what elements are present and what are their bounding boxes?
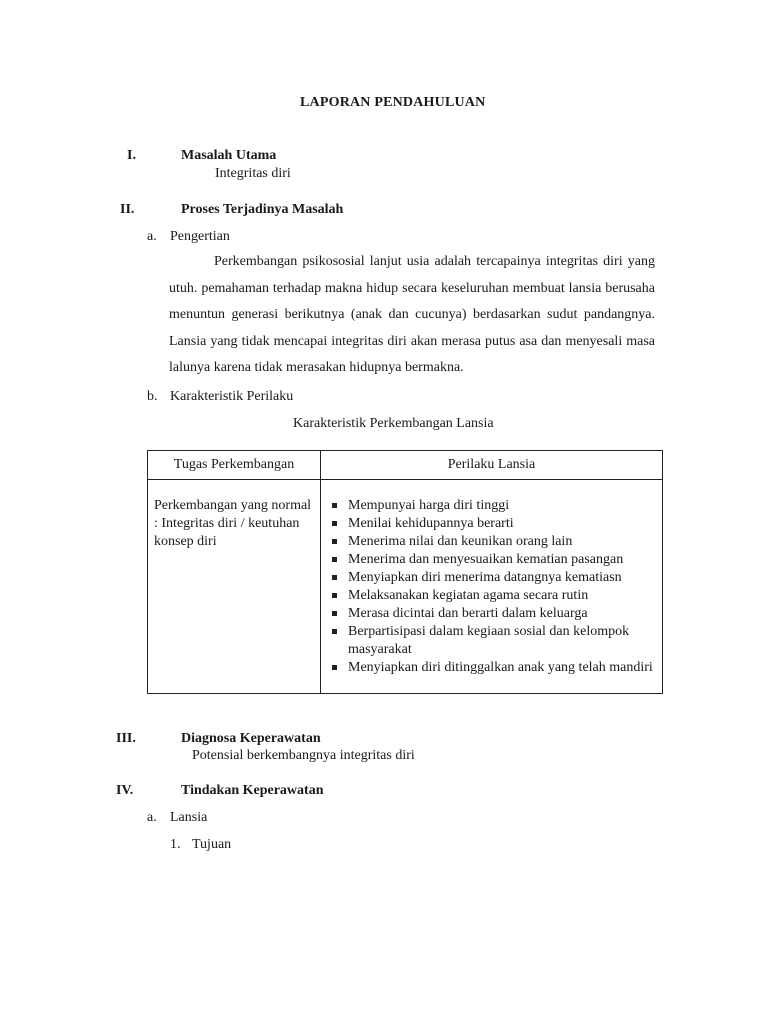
subitem-karakteristik-title: Karakteristik Perilaku [170,389,294,404]
list-item: Menilai kehidupannya berarti [327,515,656,533]
section-1-content: Integritas diri [215,166,291,181]
list-item: Menerima nilai dan keunikan orang lain [327,533,656,551]
section-4-heading: Tindakan Keperawatan [181,783,324,798]
list-item: Menyiapkan diri ditinggalkan anak yang telah mandiri [327,659,656,677]
section-1-number: I. [127,148,136,163]
subitem-a-label: a. [147,810,157,825]
section-3-heading: Diagnosa Keperawatan [181,731,321,746]
list-item: Merasa dicintai dan berarti dalam keluarga [327,605,656,623]
section-4-number: IV. [116,783,134,798]
table-caption: Karakteristik Perkembangan Lansia [293,416,494,431]
section-3-content: Potensial berkembangnya integritas diri [192,748,415,763]
section-2-number: II. [120,202,135,217]
subitem-tujuan-title: Tujuan [192,837,232,852]
subitem-1-number: 1. [170,837,181,852]
table-cell-task: Perkembangan yang normal : Integritas diri / keutuhan konsep diri [148,480,321,694]
list-item: Menerima dan menyesuaikan kematian pasangan [327,551,656,569]
table-header-behavior: Perilaku Lansia [321,451,663,480]
table-header-row [148,451,663,480]
subitem-lansia-title: Lansia [170,810,208,825]
subitem-pengertian-title: Pengertian [170,229,230,244]
table-cell-behaviors [321,480,663,694]
page-title: LAPORAN PENDAHULUAN [300,95,486,110]
list-item: Berpartisipasi dalam kegiaan sosial dan kelompok masyarakat [327,623,656,659]
section-3-number: III. [116,731,136,746]
section-2-heading: Proses Terjadinya Masalah [181,202,344,217]
behavior-list [327,497,656,677]
characteristics-table [147,450,663,694]
list-item: Menyiapkan diri menerima datangnya kematiasn [327,569,656,587]
subitem-b-label: b. [147,389,158,404]
list-item: Melaksanakan kegiatan agama secara rutin [327,587,656,605]
table-header-task: Tugas Perkembangan [148,451,321,480]
pengertian-text: Perkembangan psikososial lanjut usia adalah tercapainya integritas diri yang utuh. pemahaman terhadap makna hidup secara keseluruhan membuat lansia berusaha menuntun generasi berikutnya (anak dan cucunya) berdasarkan sudut pandangnya. Lansia yang tidak mencapai integritas diri akan merasa putus asa dan menyesali masa lalunya karena tidak merasakan hidupnya bermakna. [169,254,655,375]
section-1-heading: Masalah Utama [181,148,277,163]
subitem-a-label: a. [147,229,157,244]
table-row [148,480,663,694]
list-item: Mempunyai harga diri tinggi [327,497,656,515]
pengertian-paragraph [169,249,655,382]
